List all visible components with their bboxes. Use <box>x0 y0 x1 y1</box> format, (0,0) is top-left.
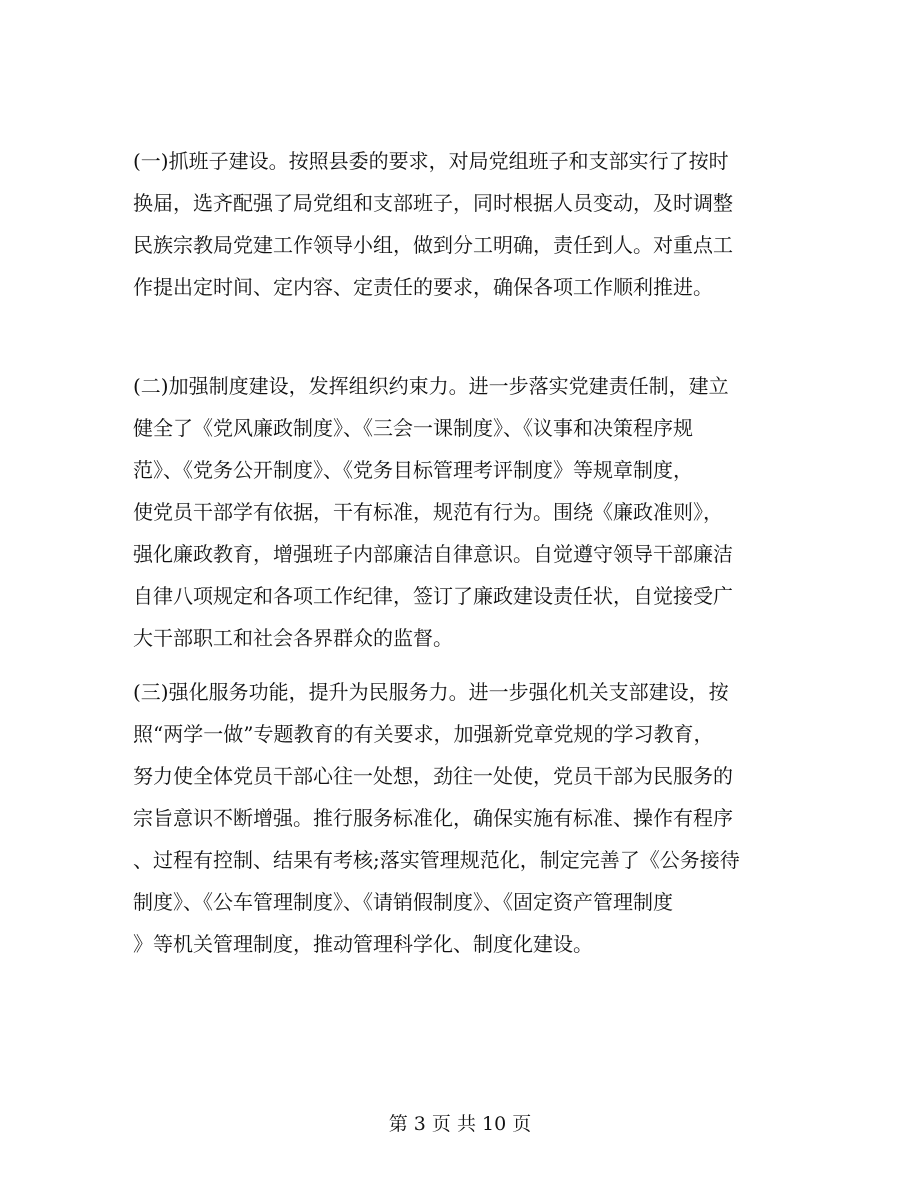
paragraph-line: 》等机关管理制度，推动管理科学化、制度化建设。 <box>133 932 593 956</box>
paragraph-line: 宗旨意识不断增强。推行服务标准化，确保实施有标准、操作有程序 <box>133 806 733 830</box>
paragraph-line: 范》、《党务公开制度》、《党务目标管理考评制度》等规章制度， <box>133 458 693 482</box>
paragraph-line: (三)强化服务功能，提升为民服务力。进一步强化机关支部建设，按 <box>133 680 729 704</box>
paragraph-line: 作提出定时间、定内容、定责任的要求，确保各项工作顺利推进。 <box>133 275 713 299</box>
paragraph-line: 自律八项规定和各项工作纪律，签订了廉政建设责任状，自觉接受广 <box>133 584 733 608</box>
paragraph-team-building <box>133 140 793 308</box>
paragraph-line: 、过程有控制、结果有考核;落实管理规范化，制定完善了《公务接待 <box>133 848 740 872</box>
paragraph-service-function <box>133 671 793 965</box>
paragraph-line: 换届，选齐配强了局党组和支部班子，同时根据人员变动，及时调整 <box>133 191 733 215</box>
paragraph-line: 强化廉政教育，增强班子内部廉洁自律意识。自觉遵守领导干部廉洁 <box>133 542 733 566</box>
paragraph-line: 努力使全体党员干部心往一处想，劲往一处使，党员干部为民服务的 <box>133 764 733 788</box>
paragraph-line: 使党员干部学有依据，干有标准，规范有行为。围绕《廉政准则》， <box>133 500 723 524</box>
paragraph-line: (一)抓班子建设。按照县委的要求，对局党组班子和支部实行了按时 <box>133 149 729 173</box>
paragraph-system-building <box>133 365 793 659</box>
paragraph-line: 民族宗教局党建工作领导小组，做到分工明确，责任到人。对重点工 <box>133 233 733 257</box>
paragraph-line: 制度》、《公车管理制度》、《请销假制度》、《固定资产管理制度 <box>133 890 673 914</box>
paragraph-line: 照“两学一做”专题教育的有关要求，加强新党章党规的学习教育， <box>133 722 714 746</box>
paragraph-line: 大干部职工和社会各界群众的监督。 <box>133 626 453 650</box>
paragraph-line: (二)加强制度建设，发挥组织约束力。进一步落实党建责任制，建立 <box>133 374 729 398</box>
page-number-footer: 第 3 页 共 10 页 <box>388 1113 532 1135</box>
paragraph-line: 健全了《党风廉政制度》、《三会一课制度》、《议事和决策程序规 <box>133 416 693 440</box>
